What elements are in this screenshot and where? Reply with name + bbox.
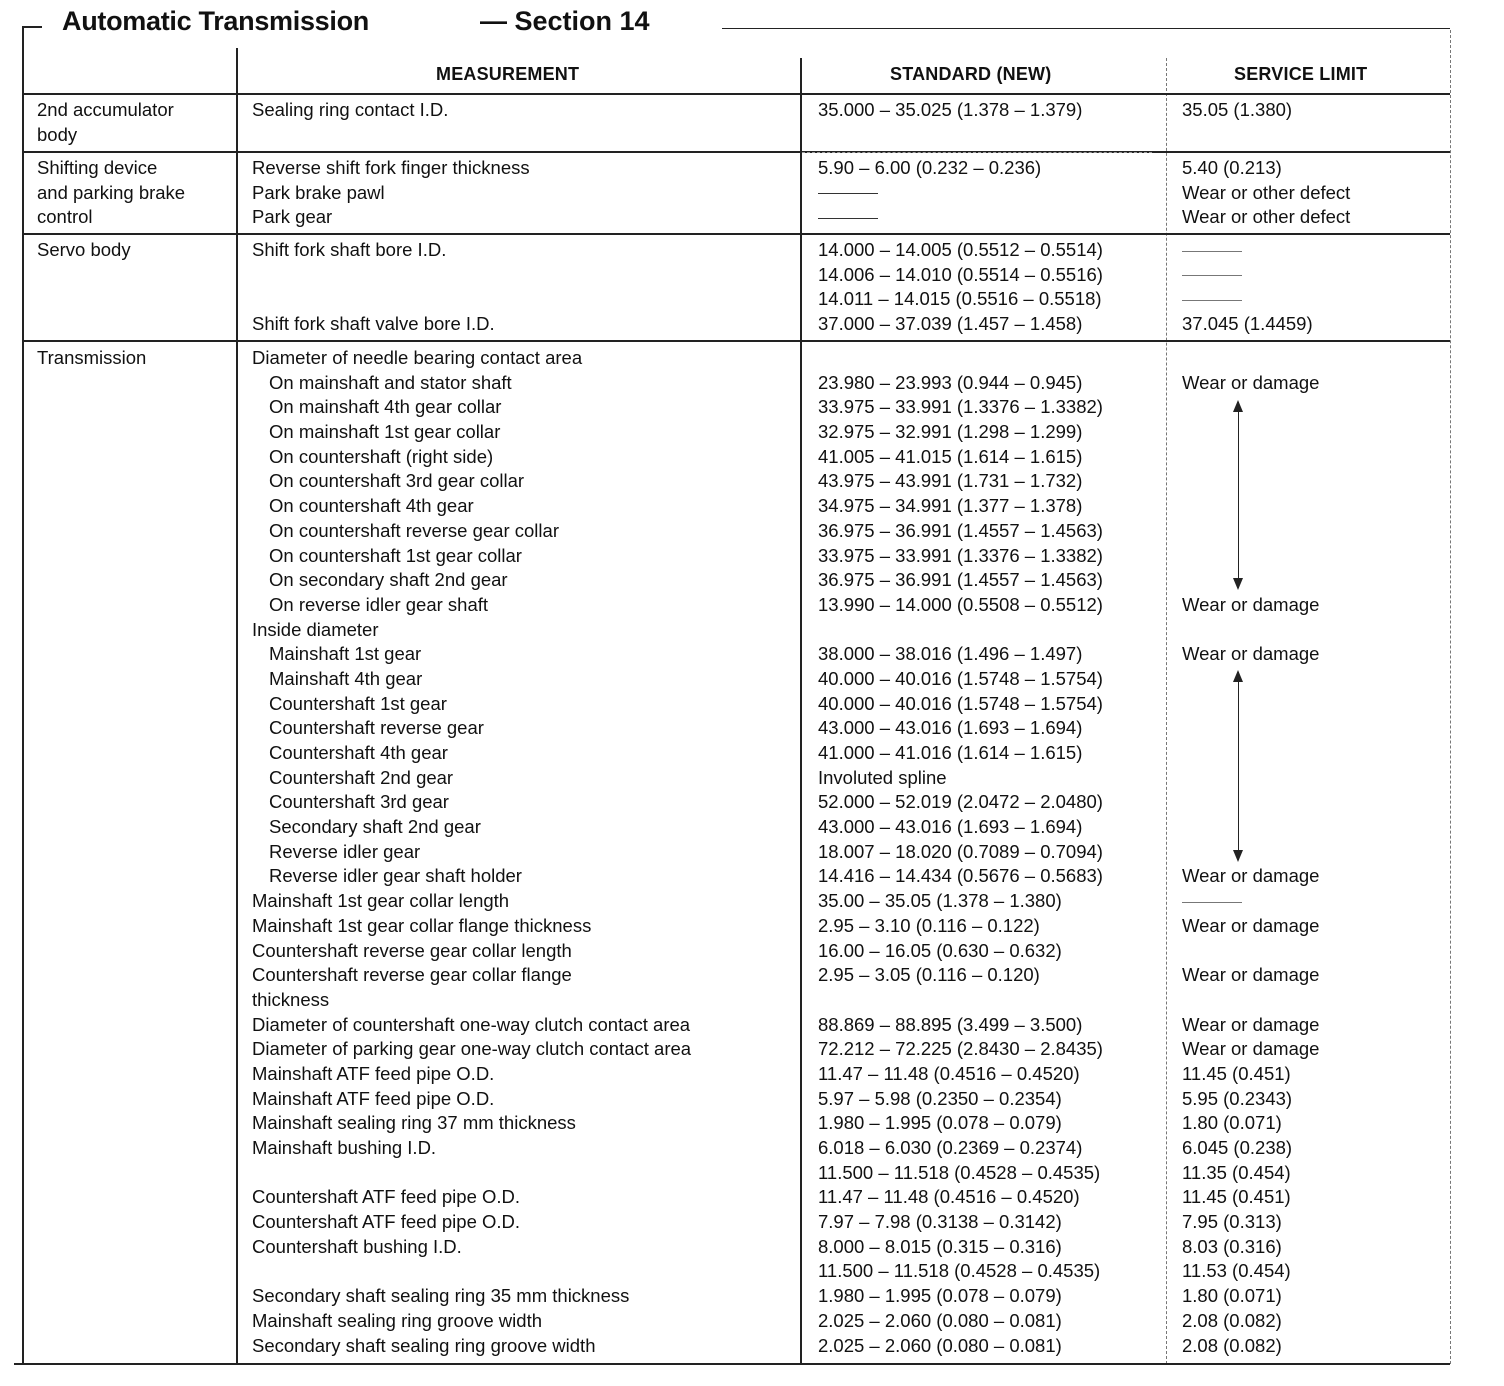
standard-line (818, 988, 1103, 1013)
measurement-line: Mainshaft 1st gear collar length (252, 890, 510, 912)
service-line (1182, 420, 1319, 445)
service-line (1182, 716, 1319, 741)
standard-line: 43.975 – 43.991 (1.731 – 1.732) (818, 470, 1083, 492)
service-line (1182, 741, 1319, 766)
measurement-line: Secondary shaft sealing ring 35 mm thickness (252, 1285, 630, 1307)
category-line: control (37, 206, 93, 228)
service-line: Wear or damage (1182, 964, 1320, 986)
measurement-line: Countershaft reverse gear (269, 717, 484, 739)
arrow-down-icon (1233, 578, 1243, 590)
measurement-line: Countershaft 3rd gear (269, 791, 449, 813)
measurement-line: Secondary shaft sealing ring groove width (252, 1334, 596, 1356)
measurement-line: On countershaft 4th gear (269, 495, 474, 517)
standard-line: 43.000 – 43.016 (1.693 – 1.694) (818, 816, 1083, 838)
category-line: Shifting device (37, 157, 158, 178)
category-cell (37, 238, 131, 263)
category-line: 2nd accumulator (37, 99, 174, 120)
measurement-line: Mainshaft sealing ring groove width (252, 1309, 542, 1331)
category-cell (37, 156, 185, 230)
measurement-line: Mainshaft ATF feed pipe O.D. (252, 1062, 495, 1084)
arrow-down-icon (1233, 850, 1243, 862)
table-bottom-border (14, 1363, 1450, 1365)
standard-cell (818, 156, 1041, 230)
service-cell (1182, 156, 1350, 230)
standard-line: 14.006 – 14.010 (0.5514 – 0.5516) (818, 263, 1103, 285)
measurement-line: thickness (252, 988, 330, 1010)
header-rule-left (22, 26, 42, 28)
standard-line: 13.990 – 14.000 (0.5508 – 0.5512) (818, 593, 1103, 615)
measurement-line: Inside diameter (252, 618, 379, 640)
service-line: 7.95 (0.313) (1182, 1211, 1282, 1233)
standard-line: 37.000 – 37.039 (1.457 – 1.458) (818, 313, 1083, 335)
standard-line: 11.500 – 11.518 (0.4528 – 0.4535) (818, 1260, 1101, 1282)
service-line: 35.05 (1.380) (1182, 99, 1293, 120)
measurement-line: Mainshaft bushing I.D. (252, 1137, 437, 1158)
category-cell (37, 346, 146, 371)
table-left-border (22, 28, 24, 1364)
col-header-standard: STANDARD (NEW) (890, 64, 1052, 84)
standard-cell (818, 98, 1082, 123)
measurement-line: Mainshaft 4th gear (269, 667, 423, 689)
service-line (1182, 667, 1319, 692)
standard-line: 35.00 – 35.05 (1.378 – 1.380) (818, 890, 1062, 912)
service-line (1182, 790, 1319, 815)
measurement-line: Sealing ring contact I.D. (252, 99, 449, 120)
service-line (1182, 568, 1319, 593)
service-line (1182, 766, 1319, 791)
measurement-line: Countershaft ATF feed pipe O.D. (252, 1211, 521, 1233)
standard-line: 40.000 – 40.016 (1.5748 – 1.5754) (818, 667, 1103, 689)
page-title: Automatic Transmission (62, 6, 369, 36)
col-header-measurement: MEASUREMENT (436, 64, 580, 84)
col-header-service-limit: SERVICE LIMIT (1234, 64, 1368, 84)
measurement-line: On mainshaft 1st gear collar (269, 421, 501, 443)
measurement-cell (252, 98, 448, 123)
measurement-line: Shift fork shaft bore I.D. (252, 239, 447, 260)
service-line (1182, 544, 1319, 569)
service-line: 6.045 (0.238) (1182, 1137, 1293, 1158)
standard-line: 8.000 – 8.015 (0.315 – 0.316) (818, 1235, 1062, 1257)
standard-line: 72.212 – 72.225 (2.8430 – 2.8435) (818, 1038, 1103, 1060)
service-line (1182, 988, 1319, 1013)
service-line (1182, 346, 1319, 371)
service-line: 11.45 (0.451) (1182, 1062, 1291, 1084)
measurement-line: On mainshaft 4th gear collar (269, 396, 502, 418)
empty-dash (1182, 238, 1313, 263)
standard-line: 2.025 – 2.060 (0.080 – 0.081) (818, 1309, 1062, 1331)
measurement-line: Reverse idler gear (269, 840, 421, 862)
standard-line: 33.975 – 33.991 (1.3376 – 1.3382) (818, 396, 1103, 418)
standard-line (818, 618, 1103, 643)
measurement-line (252, 263, 495, 288)
service-line: 1.80 (0.071) (1182, 1112, 1282, 1134)
standard-line: 14.416 – 14.434 (0.5676 – 0.5683) (818, 865, 1103, 887)
standard-line: 38.000 – 38.016 (1.496 – 1.497) (818, 643, 1083, 665)
range-arrow (1238, 672, 1239, 860)
service-line: Wear or damage (1182, 914, 1320, 936)
measurement-line: On mainshaft and stator shaft (269, 371, 512, 393)
standard-line: 7.97 – 7.98 (0.3138 – 0.3142) (818, 1211, 1062, 1233)
service-line: 8.03 (0.316) (1182, 1235, 1282, 1257)
table-col-divider-3 (1166, 58, 1167, 1364)
empty-dash (1182, 889, 1319, 914)
header-rule-right (722, 28, 1450, 29)
measurement-line: Countershaft 1st gear (269, 692, 447, 714)
standard-line: 36.975 – 36.991 (1.4557 – 1.4563) (818, 519, 1103, 541)
standard-line: 33.975 – 33.991 (1.3376 – 1.3382) (818, 544, 1103, 566)
standard-line: 23.980 – 23.993 (0.944 – 0.945) (818, 371, 1083, 393)
measurement-cell (252, 238, 495, 337)
standard-line: 1.980 – 1.995 (0.078 – 0.079) (818, 1285, 1062, 1307)
category-cell (37, 98, 174, 147)
table-col-divider-1 (236, 48, 238, 1364)
measurement-line (252, 287, 495, 312)
standard-line: 16.00 – 16.05 (0.630 – 0.632) (818, 939, 1062, 961)
standard-line: 34.975 – 34.991 (1.377 – 1.378) (818, 495, 1083, 517)
service-line (1182, 519, 1319, 544)
measurement-line: Countershaft 2nd gear (269, 766, 454, 788)
measurement-line: Reverse idler gear shaft holder (269, 865, 522, 887)
service-line: 1.80 (0.071) (1182, 1285, 1282, 1307)
service-cell (1182, 98, 1292, 123)
group-rule-3 (22, 340, 1450, 342)
arrow-up-icon (1233, 400, 1243, 412)
table-col-divider-2 (800, 58, 802, 1364)
service-line: 2.08 (0.082) (1182, 1309, 1282, 1331)
measurement-line: On countershaft 3rd gear collar (269, 470, 525, 492)
standard-line: 43.000 – 43.016 (1.693 – 1.694) (818, 717, 1083, 739)
service-line (1182, 445, 1319, 470)
service-line: 11.53 (0.454) (1182, 1260, 1291, 1282)
measurement-line: Secondary shaft 2nd gear (269, 816, 481, 838)
service-line: Wear or damage (1182, 865, 1320, 887)
category-line: Transmission (37, 347, 147, 368)
standard-line: 2.025 – 2.060 (0.080 – 0.081) (818, 1334, 1062, 1356)
service-line (1182, 692, 1319, 717)
measurement-line: Mainshaft sealing ring 37 mm thickness (252, 1112, 576, 1134)
measurement-line: Countershaft 4th gear (269, 742, 448, 763)
standard-line: 11.500 – 11.518 (0.4528 – 0.4535) (818, 1161, 1101, 1183)
measurement-line: Diameter of needle bearing contact area (252, 347, 583, 368)
service-line: 5.40 (0.213) (1182, 157, 1282, 178)
empty-dash (818, 181, 1041, 206)
standard-line: 52.000 – 52.019 (2.0472 – 2.0480) (818, 791, 1103, 813)
measurement-line: Countershaft ATF feed pipe O.D. (252, 1186, 521, 1208)
service-line: 5.95 (0.2343) (1182, 1087, 1293, 1109)
standard-line (818, 346, 1103, 371)
measurement-cell (252, 346, 691, 1358)
measurement-line: Countershaft reverse gear collar length (252, 939, 572, 961)
standard-line: 5.97 – 5.98 (0.2350 – 0.2354) (818, 1087, 1062, 1109)
standard-cell (818, 346, 1103, 1358)
service-line: Wear or damage (1182, 643, 1320, 665)
service-line: Wear or damage (1182, 593, 1320, 615)
standard-line: 40.000 – 40.016 (1.5748 – 1.5754) (818, 692, 1103, 714)
measurement-line: Park brake pawl (252, 181, 385, 203)
measurement-line: On secondary shaft 2nd gear (269, 569, 508, 591)
service-line: Wear or damage (1182, 1038, 1320, 1060)
measurement-line (252, 1161, 691, 1186)
arrow-up-icon (1233, 670, 1243, 682)
service-cell (1182, 238, 1313, 337)
service-line: 11.45 (0.451) (1182, 1186, 1291, 1208)
standard-line: 35.000 – 35.025 (1.378 – 1.379) (818, 99, 1083, 120)
range-arrow (1238, 402, 1239, 588)
measurement-line: Reverse shift fork finger thickness (252, 157, 530, 178)
standard-line: 41.005 – 41.015 (1.614 – 1.615) (818, 445, 1083, 467)
category-line: Servo body (37, 239, 131, 260)
service-line (1182, 939, 1319, 964)
measurement-line: Mainshaft ATF feed pipe O.D. (252, 1087, 495, 1109)
empty-dash (1182, 287, 1313, 312)
table-header-rule (22, 93, 1450, 95)
category-line: body (37, 123, 78, 145)
service-line (1182, 618, 1319, 643)
empty-dash (818, 205, 1041, 230)
measurement-cell (252, 156, 530, 230)
standard-line: 18.007 – 18.020 (0.7089 – 0.7094) (818, 840, 1103, 862)
section-label: — Section 14 (480, 6, 650, 36)
service-line (1182, 469, 1319, 494)
measurement-line: On reverse idler gear shaft (269, 593, 489, 615)
standard-line: 6.018 – 6.030 (0.2369 – 0.2374) (818, 1137, 1083, 1158)
standard-line: 41.000 – 41.016 (1.614 – 1.615) (818, 742, 1083, 763)
service-line: Wear or other defect (1182, 181, 1351, 203)
standard-line: 2.95 – 3.05 (0.116 – 0.120) (818, 964, 1040, 986)
standard-line: 1.980 – 1.995 (0.078 – 0.079) (818, 1112, 1062, 1134)
service-line (1182, 840, 1319, 865)
service-cell (1182, 346, 1319, 1358)
measurement-line (252, 1259, 691, 1284)
service-line: 37.045 (1.4459) (1182, 313, 1313, 335)
measurement-line: Shift fork shaft valve bore I.D. (252, 313, 495, 335)
category-line: and parking brake (37, 181, 186, 203)
standard-cell (818, 238, 1103, 337)
measurement-line: Countershaft reverse gear collar flange (252, 964, 572, 986)
measurement-line: Diameter of countershaft one-way clutch contact area (252, 1013, 691, 1035)
standard-line: Involuted spline (818, 766, 947, 788)
measurement-line: Mainshaft 1st gear (269, 643, 422, 665)
standard-line: 14.000 – 14.005 (0.5512 – 0.5514) (818, 239, 1103, 260)
measurement-line: Mainshaft 1st gear collar flange thickness (252, 914, 592, 936)
measurement-line: On countershaft 1st gear collar (269, 544, 522, 566)
standard-line: 11.47 – 11.48 (0.4516 – 0.4520) (818, 1186, 1080, 1208)
empty-dash (1182, 263, 1313, 288)
standard-line: 32.975 – 32.991 (1.298 – 1.299) (818, 421, 1083, 443)
standard-line: 88.869 – 88.895 (3.499 – 3.500) (818, 1013, 1083, 1035)
standard-line: 5.90 – 6.00 (0.232 – 0.236) (818, 157, 1042, 178)
service-line: Wear or damage (1182, 371, 1320, 393)
service-line: 2.08 (0.082) (1182, 1334, 1282, 1356)
measurement-line: Park gear (252, 206, 333, 228)
measurement-line: Diameter of parking gear one-way clutch contact area (252, 1038, 692, 1060)
standard-line: 11.47 – 11.48 (0.4516 – 0.4520) (818, 1062, 1080, 1084)
group-rule-2 (22, 233, 1450, 235)
measurement-line: Countershaft bushing I.D. (252, 1235, 462, 1257)
row-rule-faint (802, 152, 1152, 153)
standard-line: 2.95 – 3.10 (0.116 – 0.122) (818, 914, 1040, 936)
service-line: Wear or damage (1182, 1013, 1320, 1035)
standard-line: 14.011 – 14.015 (0.5516 – 0.5518) (818, 288, 1102, 310)
table-right-border (1450, 30, 1451, 1364)
service-line: 11.35 (0.454) (1182, 1161, 1291, 1183)
service-line (1182, 815, 1319, 840)
group-rule-1 (22, 151, 1450, 153)
standard-line: 36.975 – 36.991 (1.4557 – 1.4563) (818, 569, 1103, 591)
service-line: Wear or other defect (1182, 206, 1351, 228)
measurement-line: On countershaft reverse gear collar (269, 519, 559, 541)
measurement-line: On countershaft (right side) (269, 445, 494, 467)
service-line (1182, 395, 1319, 420)
service-line (1182, 494, 1319, 519)
